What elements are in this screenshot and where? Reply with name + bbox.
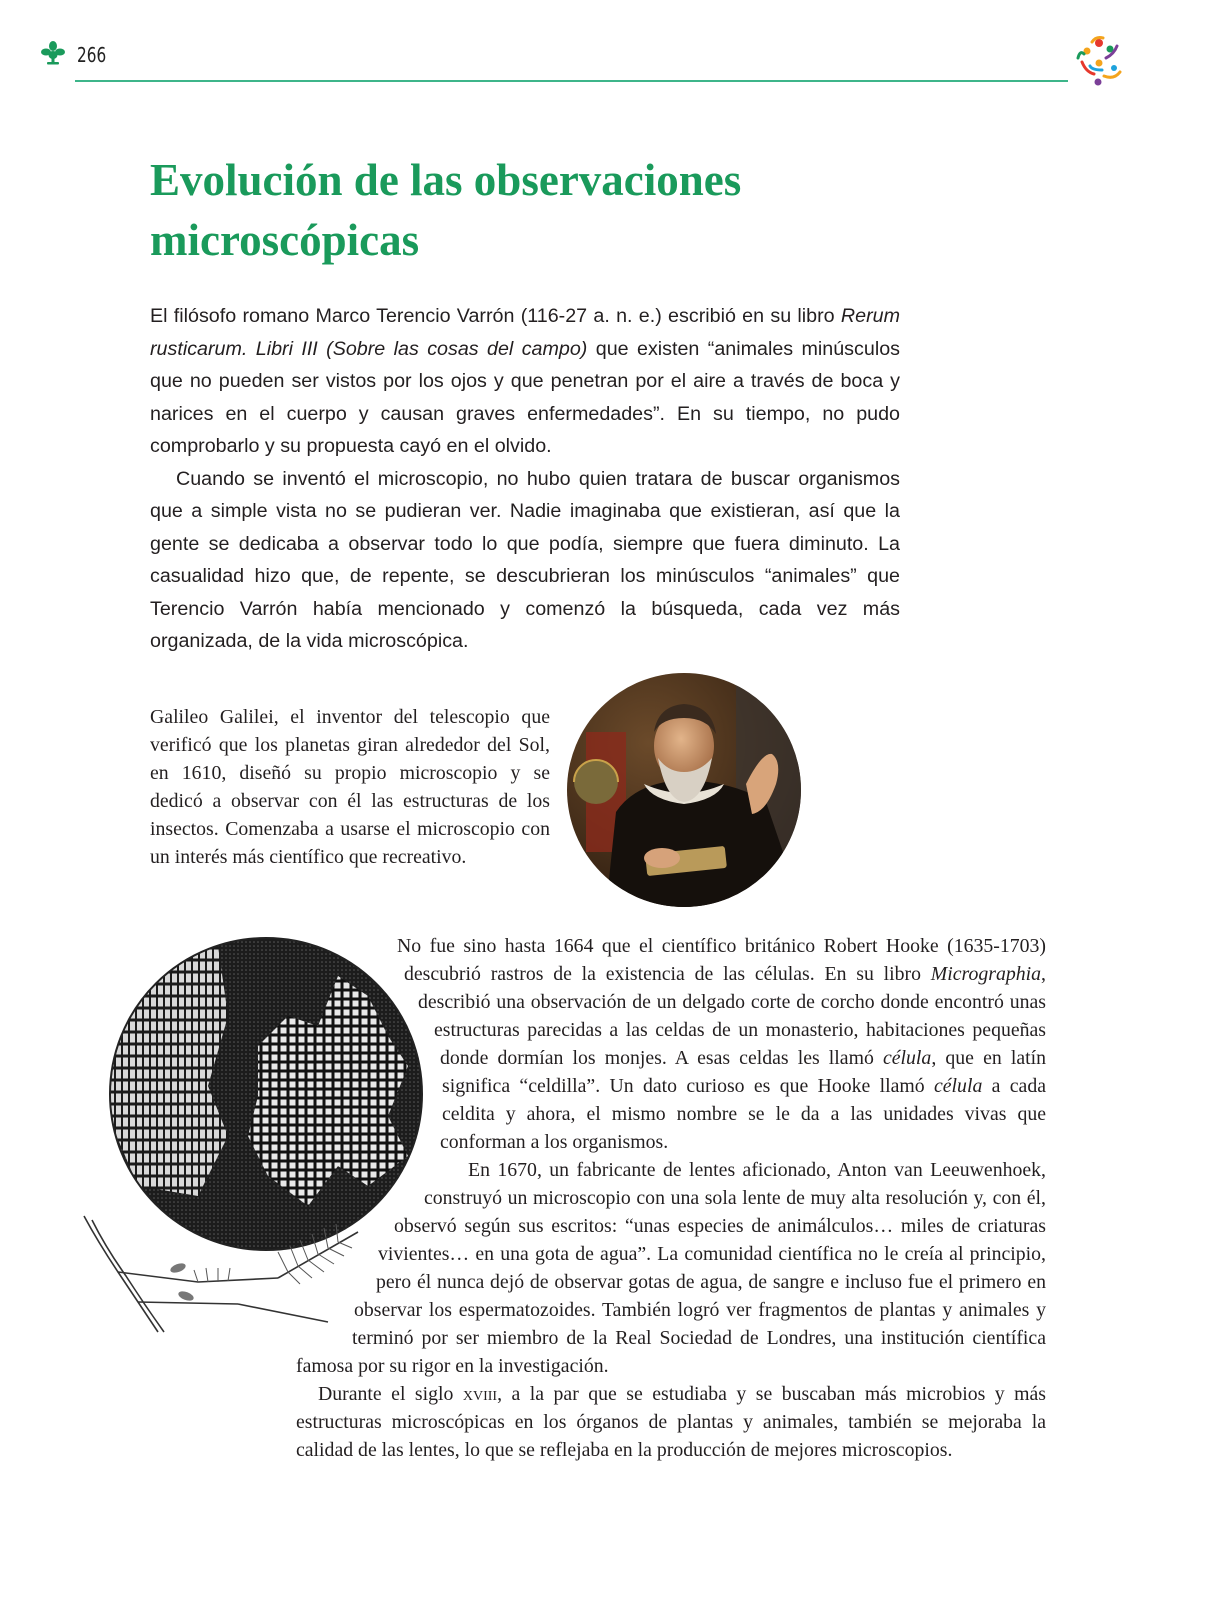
hooke-text: a cada celdita y ahora, el mismo nombre se le da a las unidades vivas que conforman a los organismos. [440,1075,1046,1153]
eighteenth-century-paragraph [296,1380,1046,1464]
text-wrap-spacer [296,1296,354,1324]
intro-paragraph-1 [150,300,900,463]
hooke-text: , que en latín significa “celdilla”. Un dato curioso es que Hooke llamó [442,1047,1047,1097]
text-wrap-spacer [296,1156,446,1184]
text-wrap-spacer [296,1016,434,1044]
leaf-ornament-icon [40,40,66,66]
intro-text: El filósofo romano Marco Terencio Varrón (116-27 a. n. e.) escribió en su libro [150,305,841,327]
text-wrap-spacer [296,1212,394,1240]
text-wrap-spacer [296,988,418,1016]
text-wrap-spacer [296,1268,376,1296]
main-text-section [296,932,1046,1464]
century-text: , a la par que se estudiaba y se buscaban más microbios y más estructuras microscópicas en los órganos de plantas y animales, también se mejoraba la calidad de las lentes, lo que se reflejaba en la producción de mejores microscopios. [296,1383,1046,1461]
text-wrap-spacer [296,1128,440,1156]
colorful-figures-logo-icon [1070,32,1130,90]
hooke-text: No fue sino hasta 1664 que el científico británico Robert Hooke (1635-1703) descubrió rastros de la existencia de las células. En su libro [397,935,1046,985]
intro-text: que existen “animales minúsculos que no pueden ser vistos por los ojos y que penetran por el aire a través de boca y narices en el cuerpo y causan graves enfermedades”. En su tiempo, no pudo comprobarlo y su propuesta cayó en el olvido. [150,337,900,457]
intro-paragraph-2: Cuando se inventó el microscopio, no hubo quien tratara de buscar organismos que a simple vista no se pudieran ver. Nadie imaginaba que existieran, así que la gente se dedicaba a observar todo lo que podía, siempre que fuera diminuto. La casualidad hizo que, de repente, se descubrieran los minúsculos “animales” que Terencio Varrón había mencionado y comenzó la búsqueda, cada vez más organizada, de la vida microscópica. [150,467,900,652]
book-title-rerum-rusticarum: Rerum rusticarum. Libri III (Sobre las cosas del campo) [150,305,900,360]
century-text: Durante el siglo [318,1383,463,1405]
text-wrap-spacer [296,1184,424,1212]
galileo-paragraph: Galileo Galilei, el inventor del telescopio que verificó que los planetas giran alrededor del Sol, en 1610, diseñó su propio microscopio y se dedicó a observar con él las estructuras de los insectos. Comenzaba a usarse el microscopio con un interés más científico que recreativo. [150,706,550,868]
header-rule [75,80,1068,82]
text-wrap-spacer [296,1072,442,1100]
text-wrap-spacer [296,1324,352,1352]
book-title-micrographia: Micrographia [930,963,1042,985]
text-wrap-spacer [296,1044,440,1072]
intro-section [150,300,900,658]
term-celula: célula [882,1047,932,1069]
page-title: Evolución de las observaciones microscópicas [150,155,742,265]
text-wrap-spacer [296,1240,378,1268]
term-celula: célula [934,1075,983,1097]
hooke-text: , describió una observación de un delgado corte de corcho donde encontró unas estructuras parecidas a las celdas de un monasterio, habitaciones pequeñas donde dormían los monjes. A esas celdas les llamó [418,963,1046,1069]
text-wrap-spacer [296,932,397,960]
galileo-portrait-image [566,672,802,908]
page-number: 266 [77,43,107,67]
text-wrap-spacer [296,960,404,988]
century-numeral: xviii [462,1383,498,1405]
text-wrap-spacer [296,1100,442,1128]
leeuwenhoek-paragraph: En 1670, un fabricante de lentes aficionado, Anton van Leeuwenhoek, construyó un microscopio con una sola lente de muy alta resolución y, con él, observó según sus escritos: “unas especies de animálculos… miles de criaturas vivientes… en una gota de agua”. La comunidad científica no le creía al principio, pero él nunca dejó de observar gotas de agua, de sangre e incluso fue el primero en observar los espermatozoides. También logró ver fragmentos de plantas y animales y terminó por ser miembro de la Real Sociedad de Londres, una institución científica famosa por su rigor en la investigación. [296,1159,1046,1377]
